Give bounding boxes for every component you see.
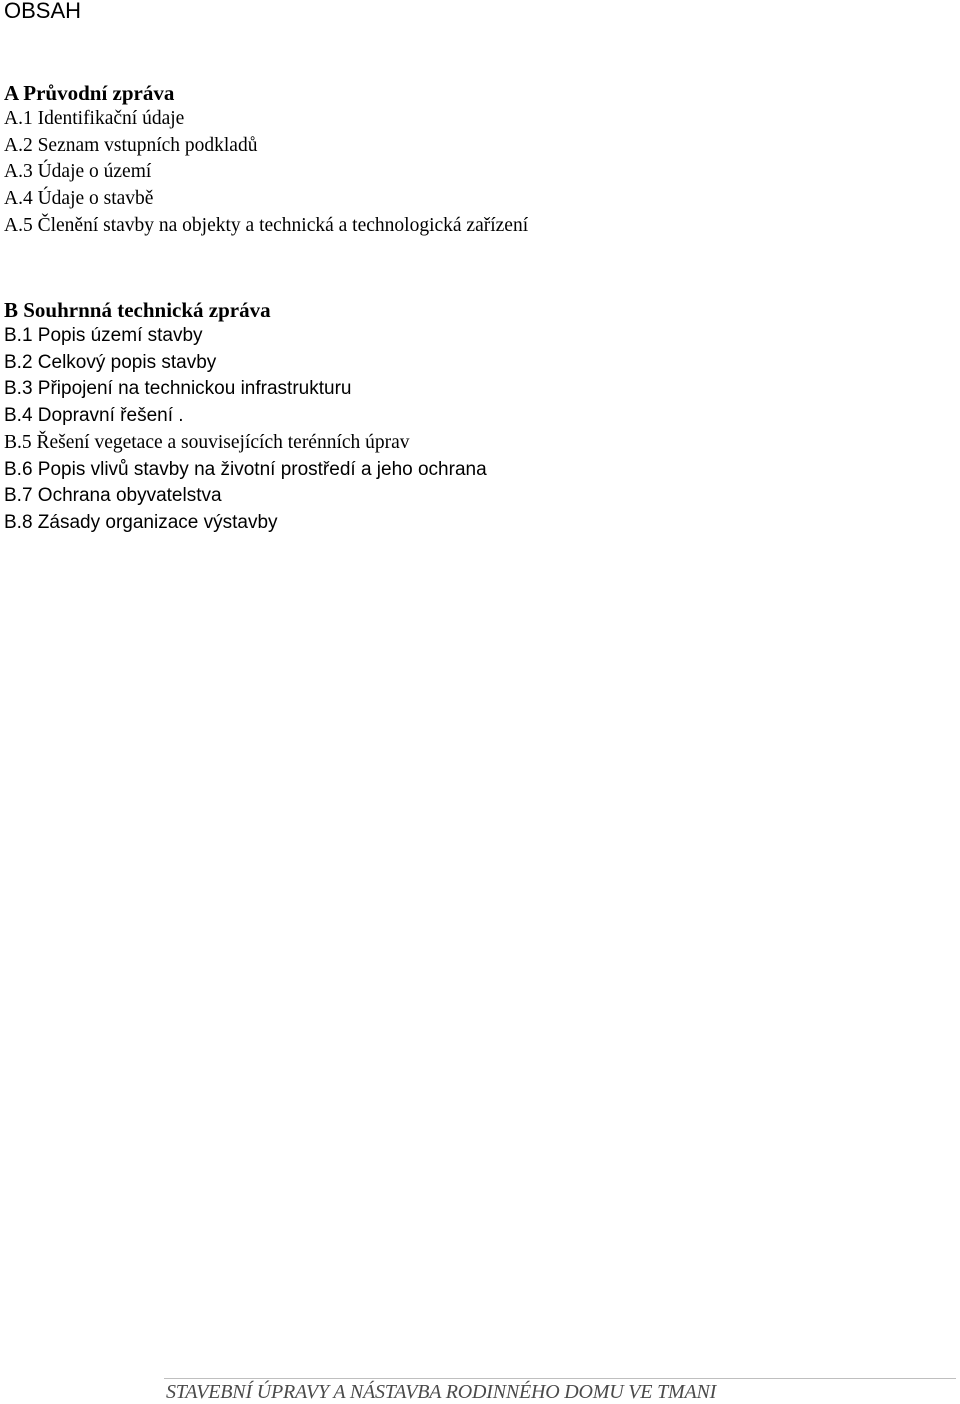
section-b (4, 297, 487, 537)
toc-item-b1: B.1 Popis území stavby (4, 325, 203, 346)
document-title: OBSAH (4, 0, 82, 23)
toc-item-a2: A.2 Seznam vstupních podkladů (4, 134, 258, 156)
section-a (4, 80, 528, 240)
section-b-heading: B Souhrnná technická zpráva (4, 298, 271, 322)
toc-item-b5: B.5 Řešení vegetace a souvisejících terénních úprav (4, 431, 410, 453)
toc-item-a3: A.3 Údaje o území (4, 161, 152, 183)
toc-item-b2: B.2 Celkový popis stavby (4, 351, 217, 373)
toc-item-a4: A.4 Údaje o stavbě (4, 188, 154, 210)
footer-divider (164, 1378, 956, 1379)
toc-item-a1: A.1 Identifikační údaje (4, 108, 185, 129)
toc-item-b3: B.3 Připojení na technickou infrastrukturu (4, 378, 352, 400)
page-footer: STAVEBNÍ ÚPRAVY A NÁSTAVBA RODINNÉHO DOMU VE TMANI (166, 1381, 717, 1403)
toc-item-b6: B.6 Popis vlivů stavby na životní prostředí a jeho ochrana (4, 458, 487, 480)
toc-item-b7: B.7 Ochrana obyvatelstva (4, 485, 222, 507)
toc-item-b4: B.4 Dopravní řešení . (4, 405, 184, 427)
toc-item-a5: A.5 Členění stavby na objekty a technická a technologická zařízení (4, 214, 529, 236)
toc-item-b8: B.8 Zásady organizace výstavby (4, 511, 278, 533)
section-a-heading: A Průvodní zpráva (4, 81, 175, 105)
